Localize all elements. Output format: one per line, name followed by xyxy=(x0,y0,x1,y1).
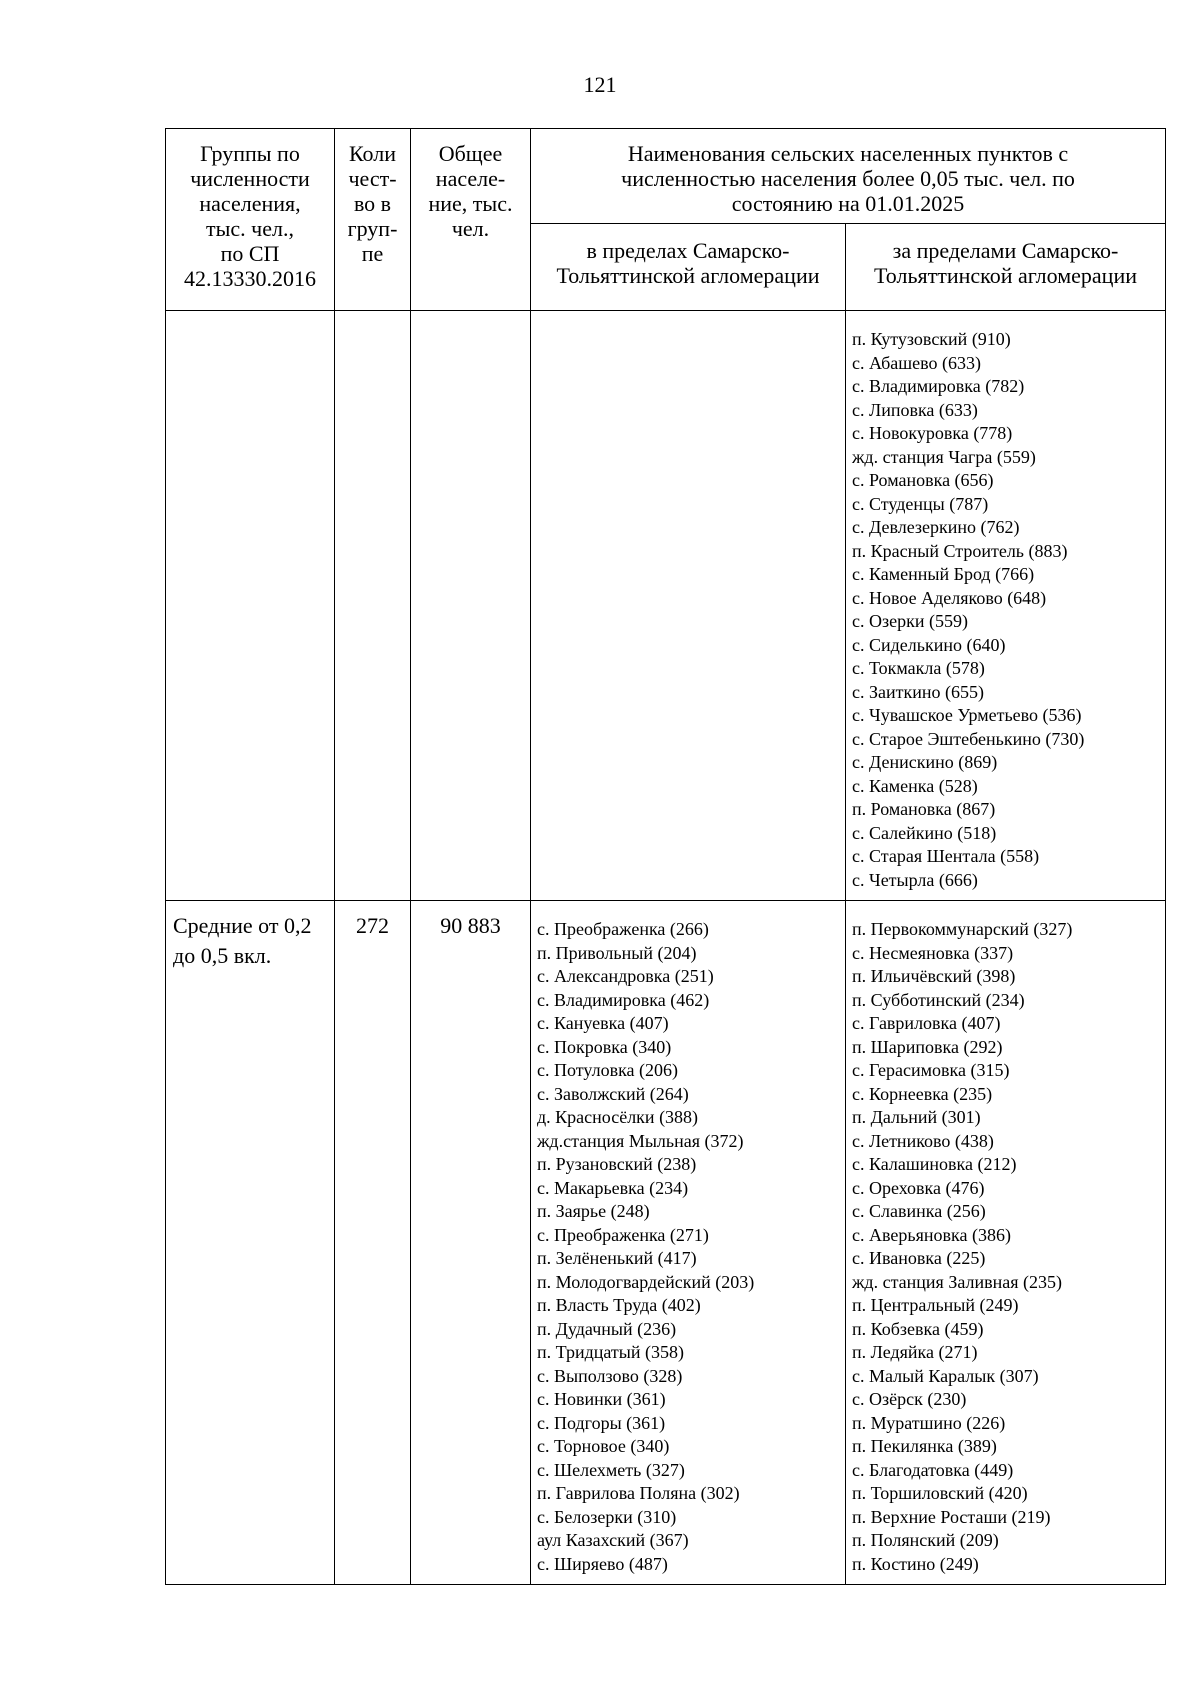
settlement-list-item: с. Герасимовка (315) xyxy=(852,1060,1010,1080)
settlement-list-item: с. Новинки (361) xyxy=(537,1389,666,1409)
settlement-list-item: с. Корнеевка (235) xyxy=(852,1083,993,1104)
settlement-list-item: с. Озёрск (230) xyxy=(852,1389,967,1409)
settlement-list-item: с. Несмеяновка (337) xyxy=(852,942,1014,963)
settlement-list-item: с. Торновое (340) xyxy=(537,1436,670,1456)
settlement-list-item: п. Тридцатый (358) xyxy=(537,1342,684,1362)
settlement-list-item: п. Заярье (248) xyxy=(537,1201,650,1221)
header-settlement-names: Наименования сельских населенных пунктов с численностью населения более 0,05 тыс. чел. по состоянию на 01.01.2025 xyxy=(531,129,1166,224)
settlement-list-item: п. Дудачный (236) xyxy=(537,1318,677,1339)
settlement-list-item: с. Владимировка (782) xyxy=(852,376,1025,396)
settlement-list-item: с. Токмакла (578) xyxy=(852,658,985,678)
settlement-list-item: с. Калашиновка (212) xyxy=(852,1154,1017,1174)
settlement-list-item: с. Преображенка (266) xyxy=(537,919,709,939)
settlement-list-item: с. Старое Эштебенькино (730) xyxy=(852,728,1085,749)
settlement-list-item: с. Липовка (633) xyxy=(852,399,978,420)
settlement-list-item: п. Красный Строитель (883) xyxy=(852,540,1068,561)
settlement-list-item: жд.станция Мыльная (372) xyxy=(537,1130,744,1151)
settlement-list-item: п. Ледяйка (271) xyxy=(852,1342,978,1362)
settlement-list-item: с. Владимировка (462) xyxy=(537,989,710,1010)
settlement-list-item: с. Каменка (528) xyxy=(852,775,978,796)
settlement-list-item: с. Макарьевка (234) xyxy=(537,1177,689,1198)
settlement-list-item: с. Шелехметь (327) xyxy=(537,1459,685,1480)
settlement-list-item: п. Молодогвардейский (203) xyxy=(537,1271,755,1292)
settlement-list-item: п. Верхние Росташи (219) xyxy=(852,1506,1051,1527)
group-size-cell: Средние от 0,2 до 0,5 вкл. xyxy=(166,901,335,1585)
outside-settlements-list xyxy=(852,918,1165,1576)
table-row xyxy=(166,311,1166,901)
settlement-list-item: д. Красносёлки (388) xyxy=(537,1107,699,1127)
settlements-table xyxy=(165,128,1166,1585)
settlement-list-item: с. Кануевка (407) xyxy=(537,1013,669,1033)
total-population-cell: 90 883 xyxy=(411,901,531,1585)
settlement-list-item: п. Рузановский (238) xyxy=(537,1154,697,1174)
header-population: Общее населе- ние, тыс. чел. xyxy=(411,129,531,311)
settlement-list-item: с. Салейкино (518) xyxy=(852,822,997,843)
outside-settlements-cell xyxy=(846,311,1166,901)
settlement-list-item: п. Дальний (301) xyxy=(852,1107,981,1127)
settlement-list-item: п. Привольный (204) xyxy=(537,942,697,963)
settlement-list-item: п. Муратшино (226) xyxy=(852,1412,1006,1433)
settlement-list-item: с. Девлезеркино (762) xyxy=(852,517,1020,537)
settlement-list-item: с. Благодатовка (449) xyxy=(852,1459,1014,1480)
settlement-list-item: п. Кутузовский (910) xyxy=(852,329,1011,349)
settlement-list-item: с. Новое Аделяково (648) xyxy=(852,587,1047,608)
settlement-list-item: п. Субботинский (234) xyxy=(852,989,1025,1010)
settlement-list-item: с. Александровка (251) xyxy=(537,966,714,986)
settlement-list-item: с. Чувашское Урметьево (536) xyxy=(852,705,1082,725)
settlement-list-item: с. Каменный Брод (766) xyxy=(852,564,1035,584)
settlement-list-item: с. Ореховка (476) xyxy=(852,1177,985,1198)
settlement-list-item: с. Ивановка (225) xyxy=(852,1248,986,1268)
header-outside-agglomeration: за пределами Самарско- Тольяттинской агломерации xyxy=(846,224,1166,311)
settlement-list-item: п. Торшиловский (420) xyxy=(852,1483,1028,1503)
group-size-cell xyxy=(166,311,335,901)
inside-settlements-cell xyxy=(531,901,846,1585)
settlement-list-item: с. Аверьяновка (386) xyxy=(852,1224,1011,1245)
settlement-list-item: с. Малый Каралык (307) xyxy=(852,1365,1039,1386)
settlement-list-item: п. Зелёненький (417) xyxy=(537,1248,697,1268)
settlement-list-item: с. Покровка (340) xyxy=(537,1036,672,1057)
outside-settlements-cell xyxy=(846,901,1166,1585)
table-row xyxy=(166,901,1166,1585)
group-count-cell xyxy=(335,311,411,901)
settlement-list-item: с. Летниково (438) xyxy=(852,1130,994,1151)
settlement-list-item: с. Студенцы (787) xyxy=(852,493,989,514)
settlement-list-item: с. Четырла (666) xyxy=(852,869,978,890)
header-row-1 xyxy=(166,129,1166,224)
settlement-list-item: с. Новокуровка (778) xyxy=(852,423,1013,443)
settlement-list-item: п. Первокоммунарский (327) xyxy=(852,919,1073,939)
inside-settlements-list xyxy=(537,918,845,1576)
settlement-list-item: с. Заволжский (264) xyxy=(537,1083,689,1104)
header-inside-agglomeration: в пределах Самарско- Тольяттинской агломерации xyxy=(531,224,846,311)
settlement-list-item: п. Центральный (249) xyxy=(852,1295,1019,1315)
group-count-cell: 272 xyxy=(335,901,411,1585)
settlement-list-item: с. Подгоры (361) xyxy=(537,1412,666,1433)
header-group-size: Группы по численности населения, тыс. чел., по СП 42.13330.2016 xyxy=(166,129,335,311)
settlement-list-item: п. Гаврилова Поляна (302) xyxy=(537,1483,740,1503)
settlement-list-item: п. Костино (249) xyxy=(852,1553,979,1574)
settlement-list-item: жд. станция Заливная (235) xyxy=(852,1271,1063,1292)
settlement-list-item: с. Денискино (869) xyxy=(852,752,998,772)
settlement-list-item: с. Заиткино (655) xyxy=(852,681,984,702)
outside-settlements-list xyxy=(852,328,1165,892)
settlement-list-item: с. Белозерки (310) xyxy=(537,1506,677,1527)
settlement-list-item: с. Романовка (656) xyxy=(852,470,994,490)
settlement-list-item: жд. станция Чагра (559) xyxy=(852,446,1036,467)
settlement-list-item: п. Власть Труда (402) xyxy=(537,1295,701,1315)
settlement-list-item: с. Славинка (256) xyxy=(852,1201,986,1221)
settlement-list-item: п. Кобзевка (459) xyxy=(852,1318,984,1339)
settlement-list-item: с. Сиделькино (640) xyxy=(852,634,1006,655)
settlement-list-item: с. Преображенка (271) xyxy=(537,1224,709,1245)
settlement-list-item: с. Гавриловка (407) xyxy=(852,1013,1001,1033)
settlement-list-item: с. Потуловка (206) xyxy=(537,1060,679,1080)
total-population-cell xyxy=(411,311,531,901)
settlement-list-item: п. Романовка (867) xyxy=(852,799,996,819)
settlement-list-item: с. Озерки (559) xyxy=(852,611,968,631)
inside-settlements-cell xyxy=(531,311,846,901)
settlement-list-item: п. Шариповка (292) xyxy=(852,1036,1003,1057)
settlement-list-item: с. Абашево (633) xyxy=(852,352,981,373)
header-count: Коли чест- во в груп- пе xyxy=(335,129,411,311)
settlement-list-item: с. Выползово (328) xyxy=(537,1365,683,1386)
settlement-list-item: п. Пекилянка (389) xyxy=(852,1436,997,1456)
settlement-list-item: аул Казахский (367) xyxy=(537,1530,689,1550)
settlement-list-item: с. Ширяево (487) xyxy=(537,1553,668,1574)
page-number: 121 xyxy=(583,72,617,97)
settlement-list-item: п. Ильичёвский (398) xyxy=(852,966,1016,986)
settlement-list-item: п. Полянский (209) xyxy=(852,1530,999,1550)
settlement-list-item: с. Старая Шентала (558) xyxy=(852,846,1040,866)
